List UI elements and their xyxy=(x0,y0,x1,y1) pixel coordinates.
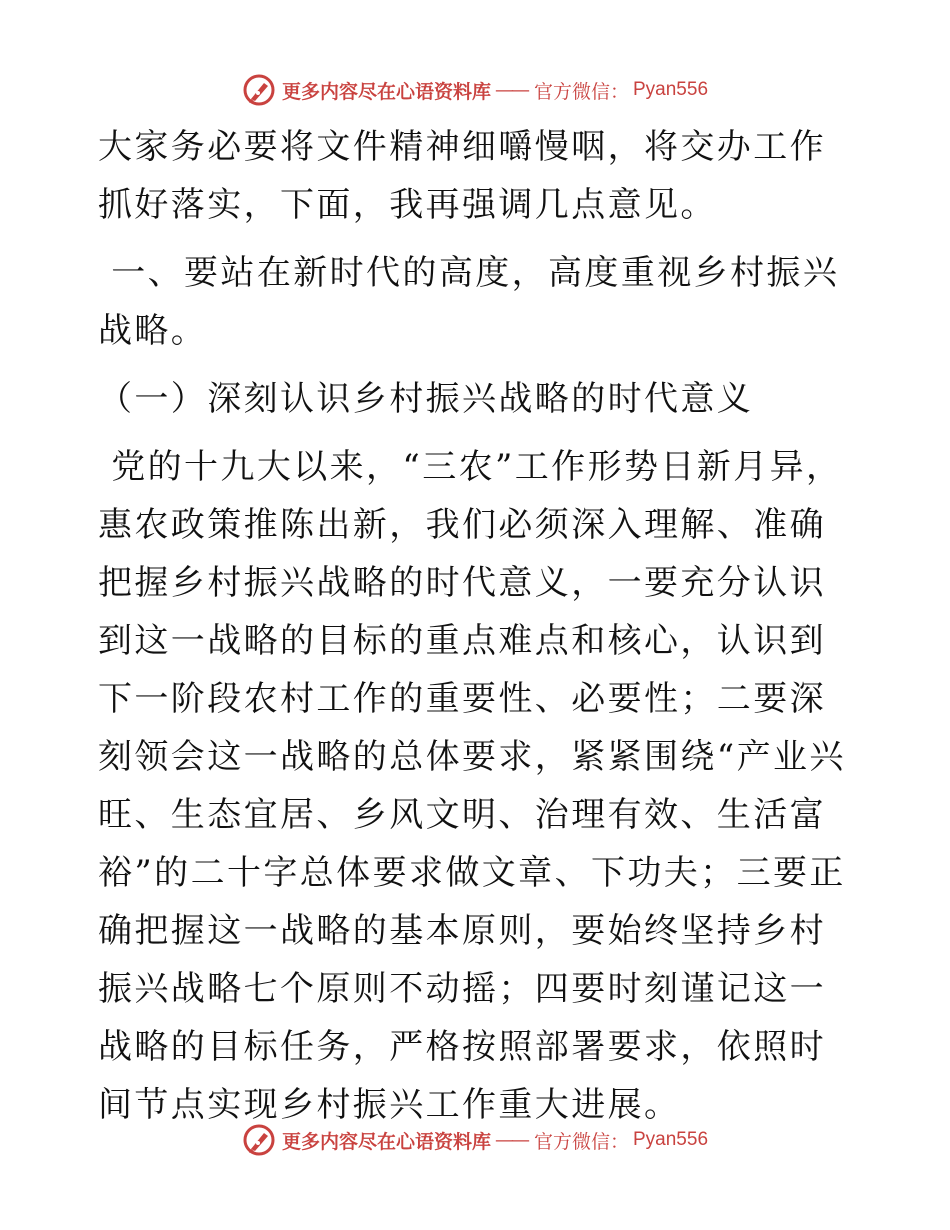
subsection-heading: （一）深刻认识乡村振兴战略的时代意义 xyxy=(98,379,754,419)
pen-logo-icon xyxy=(242,1123,276,1157)
section-heading: 一、要站在新时代的高度，高度重视乡村振兴战略。 xyxy=(98,253,840,351)
banner-wechat-label: 官方微信： xyxy=(533,1130,629,1153)
footer-banner xyxy=(0,1120,950,1160)
paragraph-intro: 大家务必要将文件精神细嚼慢咽，将交办工作抓好落实，下面，我再强调几点意见。 xyxy=(98,127,826,225)
paragraph-body: 党的十九大以来，“三农”工作形势日新月异，惠农政策推陈出新，我们必须深入理解、准确把握乡村振兴战略的时代意义，一要充分认识到这一战略的目标的重点难点和核心，认识到下一阶段农村工作的重要性、必要性；二要深刻领会这一战略的总体要求，紧紧围绕“产业兴旺、生态宜居、乡风文明、治理有效、生活富裕”的二十字总体要求做文章、下功夫；三要正确把握这一战略的基本原则，要始终坚持乡村振兴战略七个原则不动摇；四要时刻谨记这一战略的目标任务，严格按照部署要求，依照时间节点实现乡村振兴工作重大进展。 xyxy=(98,447,846,1125)
banner-account-id: Pyan556 xyxy=(633,1129,709,1150)
document-body xyxy=(98,118,858,1134)
banner-dash: —— xyxy=(494,1129,527,1151)
banner-main-text: 更多内容尽在心语资料库 xyxy=(281,80,491,103)
banner-dash: —— xyxy=(494,79,527,101)
banner-main-text: 更多内容尽在心语资料库 xyxy=(281,1130,491,1153)
pen-logo-icon xyxy=(242,73,276,107)
banner-account-id: Pyan556 xyxy=(633,79,709,100)
header-banner xyxy=(0,70,950,110)
banner-wechat-label: 官方微信： xyxy=(533,80,629,103)
